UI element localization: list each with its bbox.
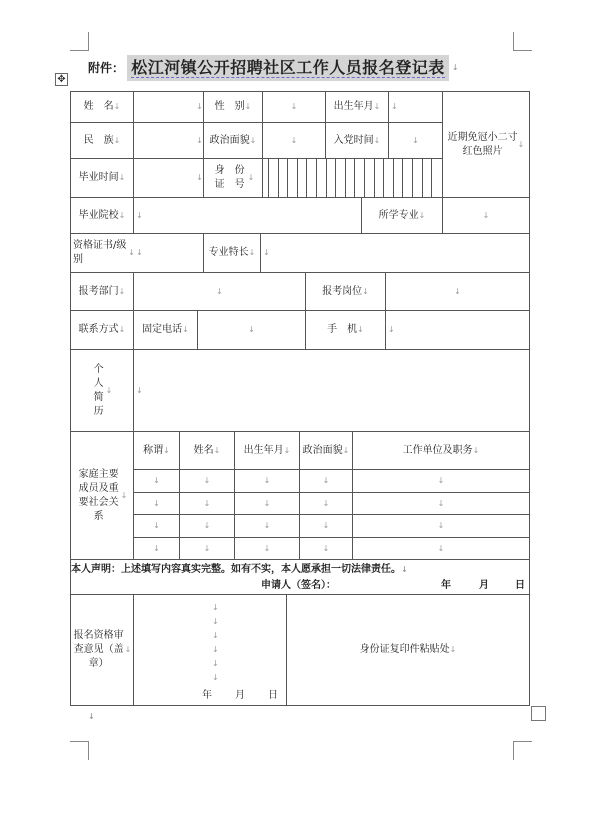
paragraph-mark: ↓ xyxy=(136,248,143,257)
paragraph-mark: ↓ xyxy=(212,631,219,640)
name-label xyxy=(71,92,133,122)
review-opinion-field[interactable] xyxy=(134,595,286,705)
landline-label xyxy=(134,311,197,349)
paragraph-mark: ↓ xyxy=(517,139,525,149)
name-label-text: 姓 名 xyxy=(83,101,114,112)
id-digit-box xyxy=(364,158,365,198)
school-field[interactable] xyxy=(134,198,363,233)
qualification-field[interactable] xyxy=(134,234,205,272)
table-border xyxy=(262,158,263,198)
family-cell[interactable] xyxy=(180,538,234,559)
post-label-text: 报考岗位 xyxy=(322,285,363,297)
qualification-label-text: 资格证书/级别 xyxy=(73,240,127,265)
paragraph-mark: ↓ xyxy=(124,645,132,654)
declaration-text: 本人声明：上述填写内容真实完整。如有不实，本人愿承担一切法律责任。↓ xyxy=(71,564,408,575)
table-move-handle-icon[interactable]: ✥ xyxy=(55,73,68,86)
paragraph-mark: ↓ xyxy=(263,498,271,508)
mobile-label-text: 手 机 xyxy=(327,324,358,335)
id-copy-label[interactable] xyxy=(287,595,529,705)
review-label-text: 报名资格审查意见（盖章） xyxy=(73,630,124,669)
id-digit-box xyxy=(402,158,403,198)
declaration-cell xyxy=(71,560,530,594)
table-resize-handle-icon[interactable] xyxy=(531,706,546,721)
id-number-label xyxy=(204,159,262,197)
paragraph-mark: ↓ xyxy=(472,445,480,455)
id-digit-box xyxy=(287,158,288,198)
specialty-field[interactable] xyxy=(261,234,531,272)
gender-label-text: 性 别 xyxy=(214,101,245,112)
review-year: 年 xyxy=(202,690,212,701)
specialty-label xyxy=(204,234,260,272)
grad-time-label xyxy=(71,159,133,197)
paragraph-mark: ↓ xyxy=(283,445,291,455)
paragraph-mark: ↓ xyxy=(322,543,330,553)
paragraph-mark: ↓ xyxy=(373,102,381,111)
mobile-field[interactable] xyxy=(386,311,531,349)
id-digit-box xyxy=(335,158,336,198)
family-cell[interactable] xyxy=(353,470,529,492)
dept-field[interactable] xyxy=(134,273,305,310)
family-header-4 xyxy=(353,432,529,469)
paragraph-mark: ↓ xyxy=(388,325,395,334)
paragraph-mark: ↓ xyxy=(203,543,211,553)
paragraph-mark: ↓ xyxy=(203,498,211,508)
id-digit-box xyxy=(374,158,375,198)
photo-label-text: 近期免冠小二寸红色照片 xyxy=(447,131,518,157)
family-header-0 xyxy=(134,432,179,469)
specialty-label-text: 专业特长 xyxy=(208,247,249,258)
contact-label-text: 联系方式 xyxy=(78,324,119,335)
contact-label xyxy=(71,311,133,349)
paragraph-mark: ↓ xyxy=(118,173,126,182)
family-cell[interactable] xyxy=(300,538,352,559)
landline-label-text: 固定电话 xyxy=(142,324,183,335)
paragraph-mark: ↓ xyxy=(437,498,445,508)
landline-field[interactable] xyxy=(198,311,305,349)
mobile-label xyxy=(306,311,385,349)
family-cell[interactable] xyxy=(300,515,352,537)
id-digit-box xyxy=(306,158,307,198)
paragraph-mark: ↓ xyxy=(322,521,330,530)
paragraph-mark: ↓ xyxy=(342,445,350,455)
paragraph-mark: ↓ xyxy=(373,135,381,145)
paragraph-mark: ↓ xyxy=(212,617,219,626)
id-digit-box xyxy=(383,158,384,198)
grad-time-field[interactable] xyxy=(134,159,207,197)
applicant-signature-label: 申请人（签名）： xyxy=(261,580,336,591)
family-cell[interactable] xyxy=(300,493,352,514)
id-digit-box xyxy=(431,158,432,198)
paragraph-mark: ↓ xyxy=(128,248,135,257)
post-field[interactable] xyxy=(386,273,529,310)
paragraph-mark: ↓ xyxy=(118,286,126,296)
review-month: 月 xyxy=(235,690,245,701)
crop-mark-bottom-right xyxy=(513,741,532,760)
declaration-year: 年 xyxy=(441,580,451,591)
page-title: 松江河镇公开招聘社区工作人员报名登记表 xyxy=(127,55,449,81)
paragraph-mark: ↓ xyxy=(248,248,256,257)
id-digit-box xyxy=(354,158,355,198)
political-label-text: 政治面貌 xyxy=(209,134,250,146)
paragraph-mark: ↓ xyxy=(212,603,219,612)
family-label-text: 家庭主要成员及重要社会关系 xyxy=(78,468,119,522)
paragraph-mark: ↓ xyxy=(118,210,126,220)
paragraph-mark: ↓ xyxy=(212,673,219,682)
family-header-3-text: 政治面貌 xyxy=(302,444,343,456)
id-digit-box xyxy=(422,158,423,198)
family-cell[interactable] xyxy=(353,538,529,559)
paragraph-mark: ↓ xyxy=(153,521,160,530)
paragraph-mark: ↓ xyxy=(482,210,490,220)
major-label xyxy=(362,198,442,233)
paragraph-mark: ↓ xyxy=(216,286,223,296)
table-bottom-border xyxy=(70,705,530,706)
paragraph-mark: ↓ xyxy=(136,385,143,395)
family-cell[interactable] xyxy=(235,538,299,559)
paragraph-mark: ↓ xyxy=(248,325,255,334)
grad-time-label-text: 毕业时间 xyxy=(78,172,119,183)
id-number-label-text: 身 份证 号 xyxy=(214,165,245,190)
paragraph-mark: ↓ xyxy=(244,102,252,111)
crop-mark-top-left xyxy=(70,32,89,51)
family-header-1 xyxy=(180,432,234,469)
paragraph-mark: ↓ xyxy=(437,476,445,485)
school-label xyxy=(71,198,133,233)
review-day: 日 xyxy=(268,690,278,701)
family-cell[interactable] xyxy=(235,470,299,492)
dept-label-text: 报考部门 xyxy=(78,285,119,297)
dept-label xyxy=(71,273,133,310)
paragraph-mark: ↓ xyxy=(290,135,298,145)
paragraph-mark: ↓ xyxy=(451,63,459,72)
paragraph-mark: ↓ xyxy=(437,543,445,553)
id-digit-box xyxy=(326,158,327,198)
school-label-text: 毕业院校 xyxy=(78,209,119,221)
qualification-label xyxy=(71,234,135,272)
birth-field[interactable] xyxy=(389,92,444,122)
paragraph-mark: ↓ xyxy=(213,445,221,455)
family-header-3 xyxy=(300,432,352,469)
paragraph-mark: ↓ xyxy=(249,135,257,145)
id-digit-box xyxy=(268,158,269,198)
party-time-label-text: 入党时间 xyxy=(333,134,374,146)
paragraph-mark: ↓ xyxy=(196,135,203,145)
paragraph-mark: ↓ xyxy=(322,476,330,485)
id-copy-label-text: 身份证复印件粘贴处 xyxy=(359,644,450,655)
birth-label xyxy=(326,92,388,122)
family-cell[interactable] xyxy=(134,470,179,492)
id-digit-box xyxy=(393,158,394,198)
registration-table xyxy=(70,91,529,705)
declaration-month: 月 xyxy=(479,580,489,591)
paragraph-mark: ↓ xyxy=(362,286,369,296)
paragraph-mark: ↓ xyxy=(113,135,121,145)
family-header-1-text: 姓名 xyxy=(193,444,214,456)
paragraph-mark: ↓ xyxy=(418,210,426,220)
paragraph-mark: ↓ xyxy=(88,712,95,721)
family-cell[interactable] xyxy=(180,470,234,492)
paragraph-mark: ↓ xyxy=(263,521,271,530)
paragraph-mark: ↓ xyxy=(391,102,398,111)
paragraph-mark: ↓ xyxy=(290,102,298,111)
name-field[interactable] xyxy=(134,92,207,122)
family-header-4-text: 工作单位及职务 xyxy=(402,444,473,456)
ethnicity-field[interactable] xyxy=(134,123,207,158)
paragraph-mark: ↓ xyxy=(105,385,113,395)
birth-label-text: 出生年月 xyxy=(333,101,374,112)
paragraph-mark: ↓ xyxy=(357,325,364,334)
family-cell[interactable] xyxy=(235,515,299,537)
family-cell[interactable] xyxy=(235,493,299,514)
paragraph-mark: ↓ xyxy=(153,498,160,508)
major-label-text: 所学专业 xyxy=(378,209,419,221)
ethnicity-label-text: 民 族 xyxy=(83,134,114,146)
paragraph-mark: ↓ xyxy=(113,102,121,111)
paragraph-mark: ↓ xyxy=(203,521,211,530)
paragraph-mark: ↓ xyxy=(263,543,271,553)
family-header-0-text: 称谓 xyxy=(143,444,164,456)
paragraph-mark: ↓ xyxy=(153,543,160,553)
paragraph-mark: ↓ xyxy=(212,659,219,668)
family-cell[interactable] xyxy=(134,515,179,537)
gender-label xyxy=(204,92,262,122)
resume-label xyxy=(71,350,133,431)
paragraph-mark: ↓ xyxy=(203,476,211,485)
paragraph-mark: ↓ xyxy=(196,173,203,182)
paragraph-mark: ↓ xyxy=(182,325,189,334)
paragraph-mark: ↓ xyxy=(120,490,128,500)
paragraph-mark: ↓ xyxy=(263,476,271,485)
ethnicity-label xyxy=(71,123,133,158)
post-label xyxy=(306,273,385,310)
id-digit-box xyxy=(316,158,317,198)
party-time-label xyxy=(326,123,388,158)
declaration-day: 日 xyxy=(515,580,525,591)
family-cell[interactable] xyxy=(180,515,234,537)
photo-label xyxy=(443,92,529,197)
family-cell[interactable] xyxy=(134,493,179,514)
family-header-2 xyxy=(235,432,299,469)
paragraph-mark: ↓ xyxy=(163,445,170,455)
family-cell[interactable] xyxy=(134,538,179,559)
gender-field[interactable] xyxy=(263,92,325,122)
paragraph-mark: ↓ xyxy=(118,325,126,334)
paragraph-mark: ↓ xyxy=(412,135,419,145)
paragraph-mark: ↓ xyxy=(449,645,457,654)
political-label xyxy=(204,123,262,158)
paragraph-mark: ↓ xyxy=(263,248,270,257)
paragraph-mark: ↓ xyxy=(196,102,203,111)
attachment-label: 附件： xyxy=(88,61,125,75)
political-field[interactable] xyxy=(263,123,325,158)
paragraph-mark: ↓ xyxy=(454,286,461,296)
family-label xyxy=(71,432,133,559)
resume-label-text: 个人简历 xyxy=(93,363,104,417)
id-digit-box xyxy=(412,158,413,198)
family-cell[interactable] xyxy=(353,515,529,537)
paragraph-mark: ↓ xyxy=(212,645,219,654)
id-digit-box xyxy=(345,158,346,198)
family-cell[interactable] xyxy=(300,470,352,492)
id-digit-box xyxy=(297,158,298,198)
document-heading xyxy=(88,55,459,81)
party-time-field[interactable] xyxy=(389,123,442,158)
family-cell[interactable] xyxy=(353,493,529,514)
resume-field[interactable] xyxy=(134,350,531,431)
paragraph-mark: ↓ xyxy=(247,173,255,182)
paragraph-mark: ↓ xyxy=(136,210,143,220)
review-label xyxy=(71,595,133,705)
family-cell[interactable] xyxy=(180,493,234,514)
id-digit-box xyxy=(278,158,279,198)
major-field[interactable] xyxy=(443,198,529,233)
paragraph-mark: ↓ xyxy=(437,521,445,530)
crop-mark-top-right xyxy=(513,32,532,51)
paragraph-mark: ↓ xyxy=(322,498,330,508)
paragraph-mark: ↓ xyxy=(153,476,160,485)
crop-mark-bottom-left xyxy=(70,741,89,760)
family-header-2-text: 出生年月 xyxy=(243,444,284,456)
